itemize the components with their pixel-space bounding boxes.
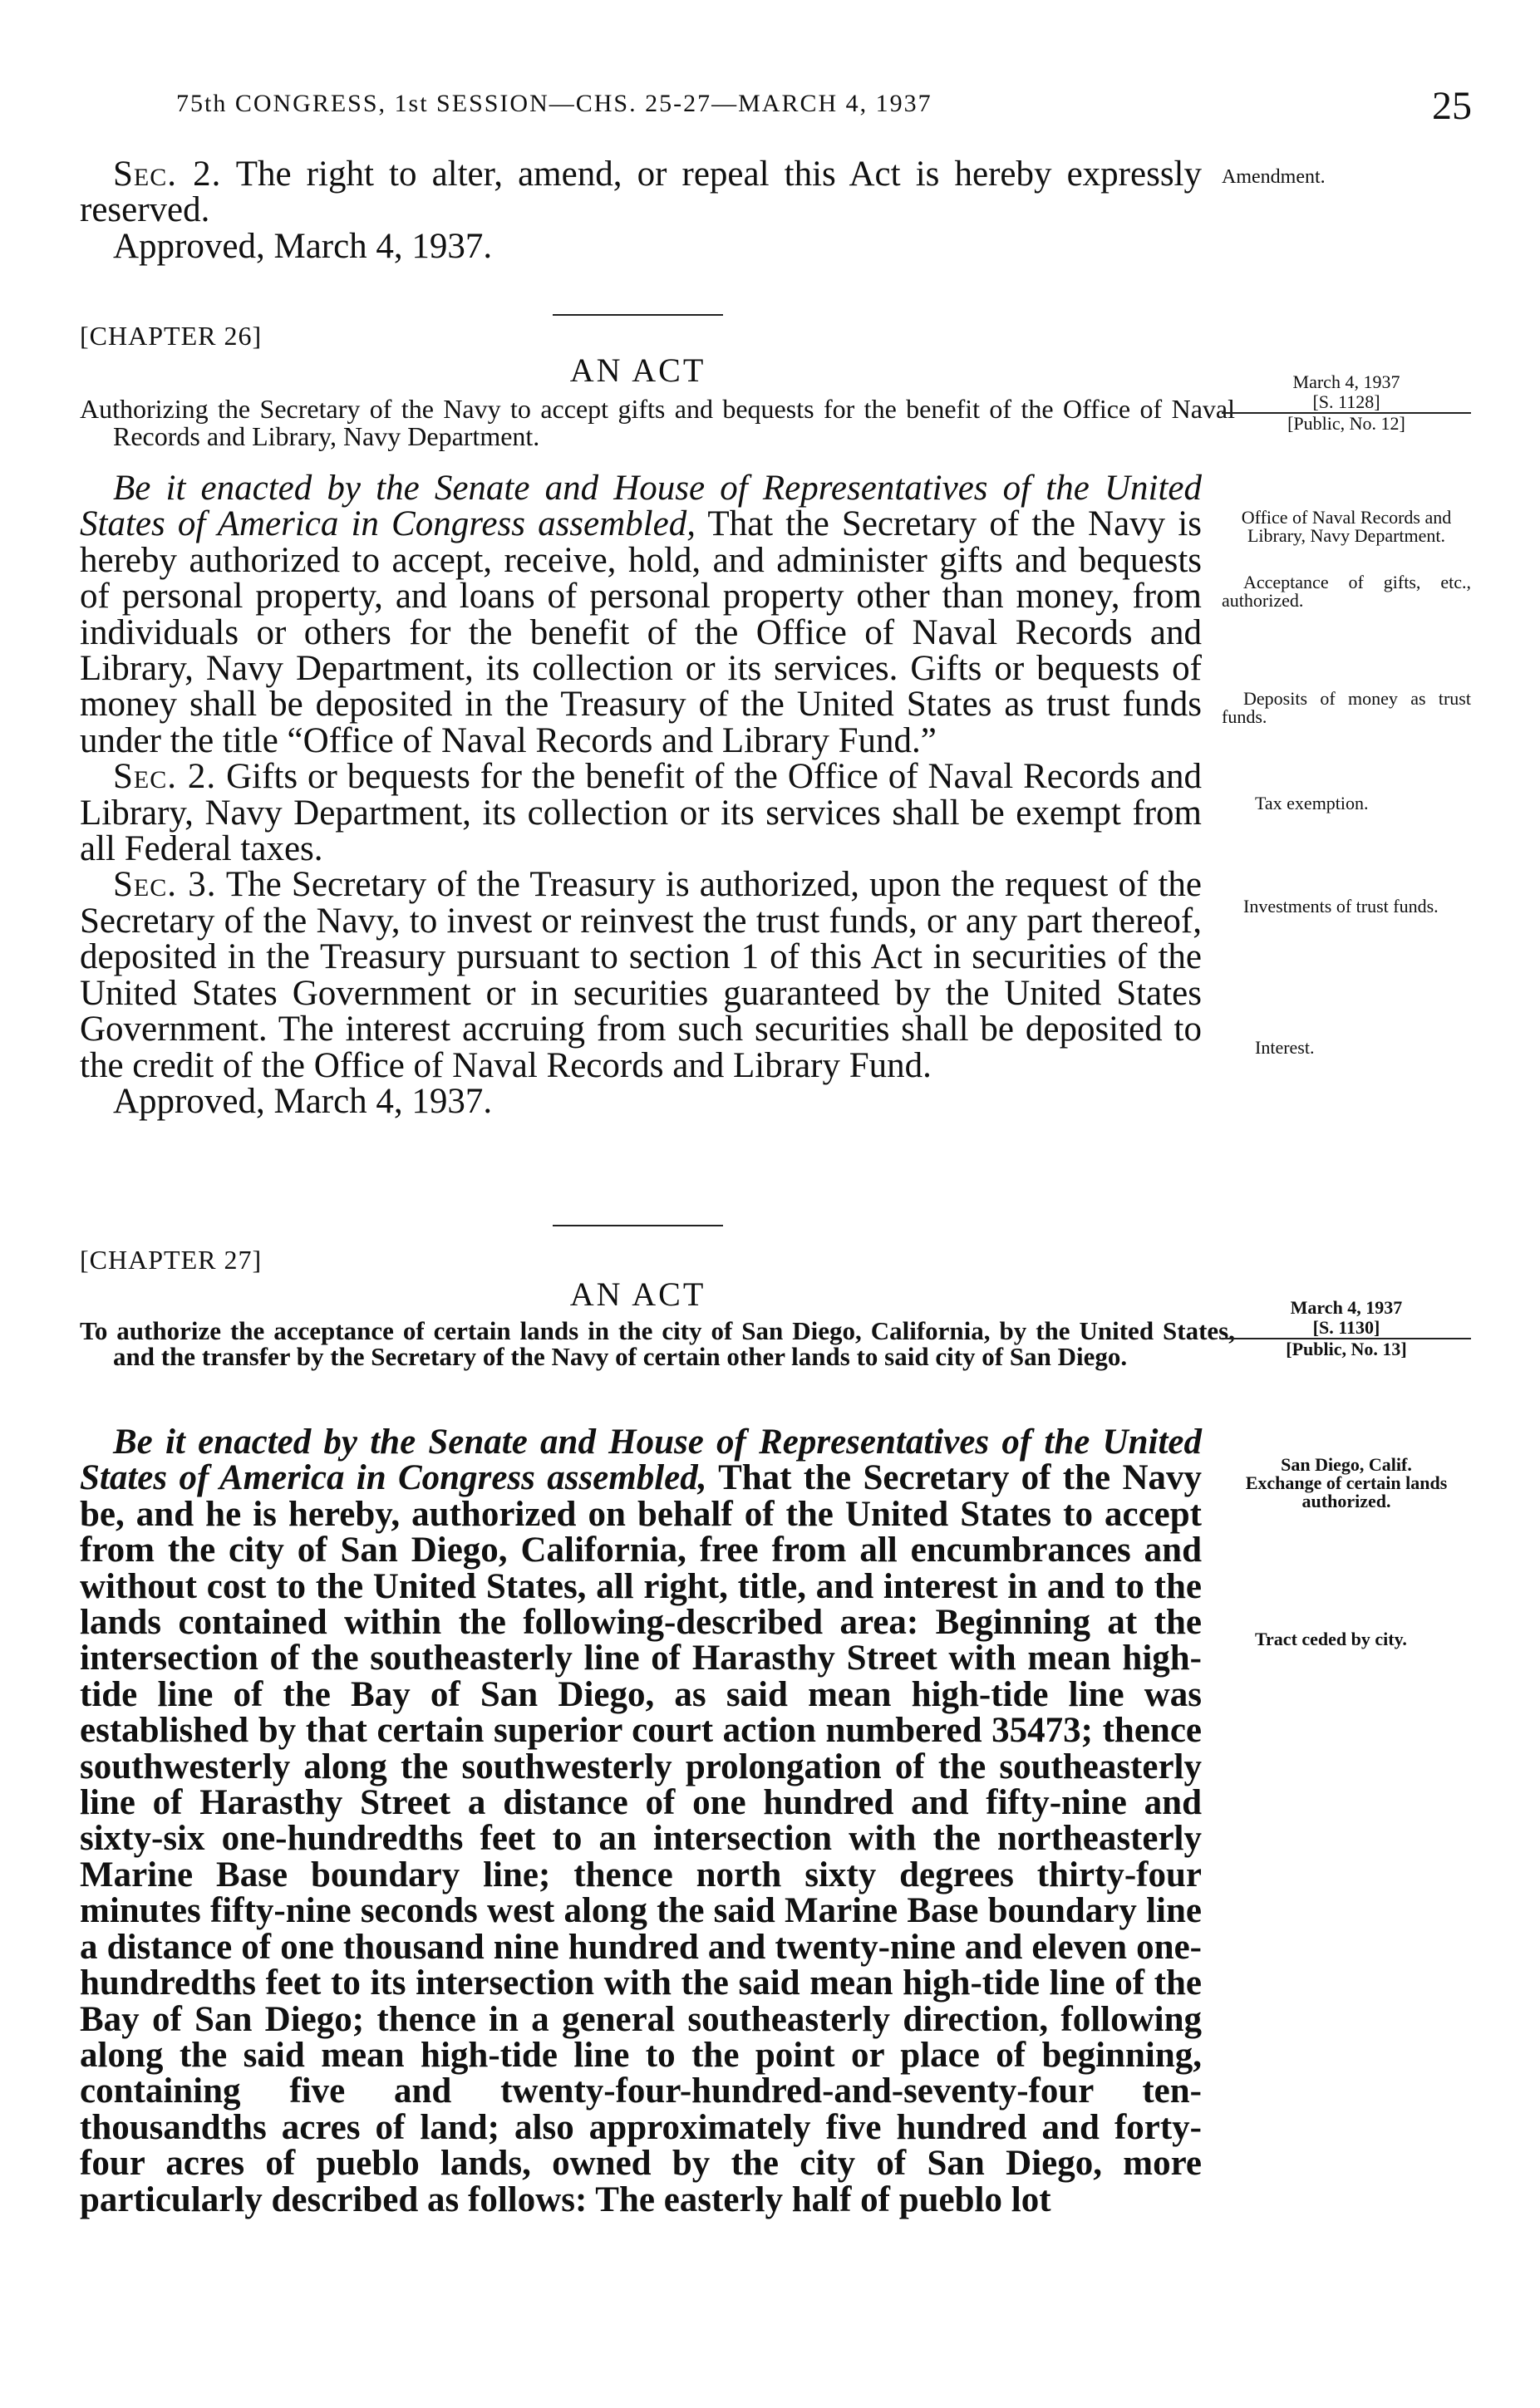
ch26-date: March 4, 1937 [1292, 371, 1400, 392]
ch26-sec2-text: Gifts or bequests for the benefit of the Office of Naval Records and Library, Navy Department, its collection or its services shall be exempt from all Federal taxes. [80, 757, 1203, 869]
ch27-public-law: [Public, No. 13] [1286, 1339, 1407, 1359]
ch26-section-1 [80, 470, 1202, 759]
section-label: Sec. 2. [113, 155, 222, 194]
ch27-purpose: To authorize the acceptance of certain lands in the city of San Diego, California, by the United States, and the transfer by the Secretary of the Navy of certain other lands to said city of San Diego. [80, 1316, 1235, 1371]
page-number: 25 [1432, 84, 1472, 128]
margin-note-interest: Interest. [1255, 1037, 1315, 1058]
ch26-section-3 [80, 867, 1202, 1083]
ch27-bill-block [1222, 1298, 1471, 1359]
margin-note-amendment: Amendment. [1222, 166, 1326, 188]
ch26-bill-number: [S. 1128] [1222, 392, 1471, 414]
ch26-sec3-text: The Secretary of the Treasury is authorized, upon the request of the Secretary of the Navy, to invest or reinvest the trust funds, or any part thereof, deposited in the Treasury pursuant to section 1 of this Act in securities of the United States Government or in securities guaranteed by the United States Government. The interest accruing from such securities shall be deposited to the credit of the Office of Naval Records and Library Fund. [80, 865, 1202, 1085]
ch26-purpose: Authorizing the Secretary of the Navy to accept gifts and bequests for the benefit of the Office of Naval Records and Library, Navy Department. [80, 394, 1235, 451]
chapter-divider-rule [553, 314, 723, 316]
ch25-section-2 [80, 156, 1202, 229]
chapter-27-label: [CHAPTER 27] [80, 1245, 263, 1275]
chapter-27-body [80, 1424, 1202, 2218]
margin-note-exchange: Exchange of certain lands authorized. [1245, 1472, 1448, 1511]
margin-note-office: Office of Naval Records and Library, Navy Department. [1241, 507, 1452, 546]
chapter-25-closing [80, 156, 1202, 264]
ch26-act-heading: AN ACT [569, 351, 706, 389]
ch26-bill-block [1222, 372, 1471, 434]
ch26-section-2 [80, 759, 1202, 867]
margin-note-investments: Investments of trust funds. [1243, 896, 1439, 917]
running-head [0, 83, 1540, 133]
ch27-act-heading: AN ACT [569, 1275, 706, 1313]
chapter-divider-rule [553, 1225, 723, 1226]
margin-note-tract: Tract ceded by city. [1255, 1629, 1407, 1649]
ch26-approved: Approved, March 4, 1937. [113, 1081, 493, 1121]
chapter-26-label: [CHAPTER 26] [80, 321, 263, 351]
ch27-sec1-text: That the Secretary of the Navy be, and he is hereby, authorized on behalf of the United States to accept from the city of San Diego, California, free from all encumbrances and without cost to the United States, all right, title, and interest in and to the lands contained within the following-described area: Beginning at the intersection of the southeasterly line of Harasthy Street with mean high-tide line of the Bay of San Diego, as said mean high-tide line was established by that certain superior court action numbered 35473; thence southwesterly along the southwesterly prolongation of the southeasterly line of Harasthy Street a distance of one hundred and fifty-nine and sixty-six one-hundredths feet to an intersection with the northeasterly Marine Base boundary line; thence north sixty degrees thirty-four minutes fifty-nine seconds west along the said Marine Base boundary line a distance of one thousand nine hundred and twenty-nine and eleven one-hundredths feet to its intersection with the said mean high-tide line of the Bay of San Diego; thence in a general southeasterly direction, following along the said mean high-tide line to the point or place of beginning, containing five and twenty-four-hundred-and-seventy-four ten-thousandths acres of land; also approximately five hundred and forty-four acres of pueblo lands, owned by the city of San Diego, more particularly described as follows: The easterly half of pueblo lot [80, 1458, 1203, 2219]
section-label: Sec. 2. [113, 757, 217, 797]
ch26-sec1-text: That the Secretary of the Navy is hereby authorized to accept, receive, hold, and administer gifts and bequests of personal property, and loans of personal property other than money, from individuals or others for the benefit of the Office of Naval Records and Library, Navy Department, its collection or its services. Gifts or bequests of money shall be deposited in the Treasury of the United States as trust funds under the title “Office of Naval Records and Library Fund.” [80, 504, 1202, 760]
margin-note-san-diego [1222, 1456, 1471, 1511]
ch26-public-law: [Public, No. 12] [1287, 413, 1405, 434]
running-title: 75th CONGRESS, 1st SESSION—CHS. 25-27—MARCH 4, 1937 [176, 90, 932, 117]
ch25-approved: Approved, March 4, 1937. [113, 226, 493, 266]
section-text: The right to alter, amend, or repeal this Act is hereby expressly reserved. [80, 155, 1202, 230]
ch27-bill-number: [S. 1130] [1222, 1318, 1471, 1339]
margin-note-tax: Tax exemption. [1255, 793, 1369, 813]
ch27-section-1 [80, 1424, 1202, 2218]
margin-note-place: San Diego, Calif. [1281, 1454, 1412, 1475]
ch26-enacting-clause: Be it enacted by the Senate and House of Representatives of the United States of America in Congress assembled, [80, 469, 1202, 544]
chapter-26-body [80, 470, 1202, 1119]
ch27-date: March 4, 1937 [1290, 1297, 1403, 1318]
section-label: Sec. 3. [113, 865, 217, 905]
margin-note-acceptance: Acceptance of gifts, etc., authorized. [1222, 572, 1471, 611]
ch27-enacting-clause: Be it enacted by the Senate and House of Representatives of the United States of America in Congress assembled, [80, 1423, 1202, 1498]
margin-note-deposits: Deposits of money as trust funds. [1222, 688, 1471, 727]
